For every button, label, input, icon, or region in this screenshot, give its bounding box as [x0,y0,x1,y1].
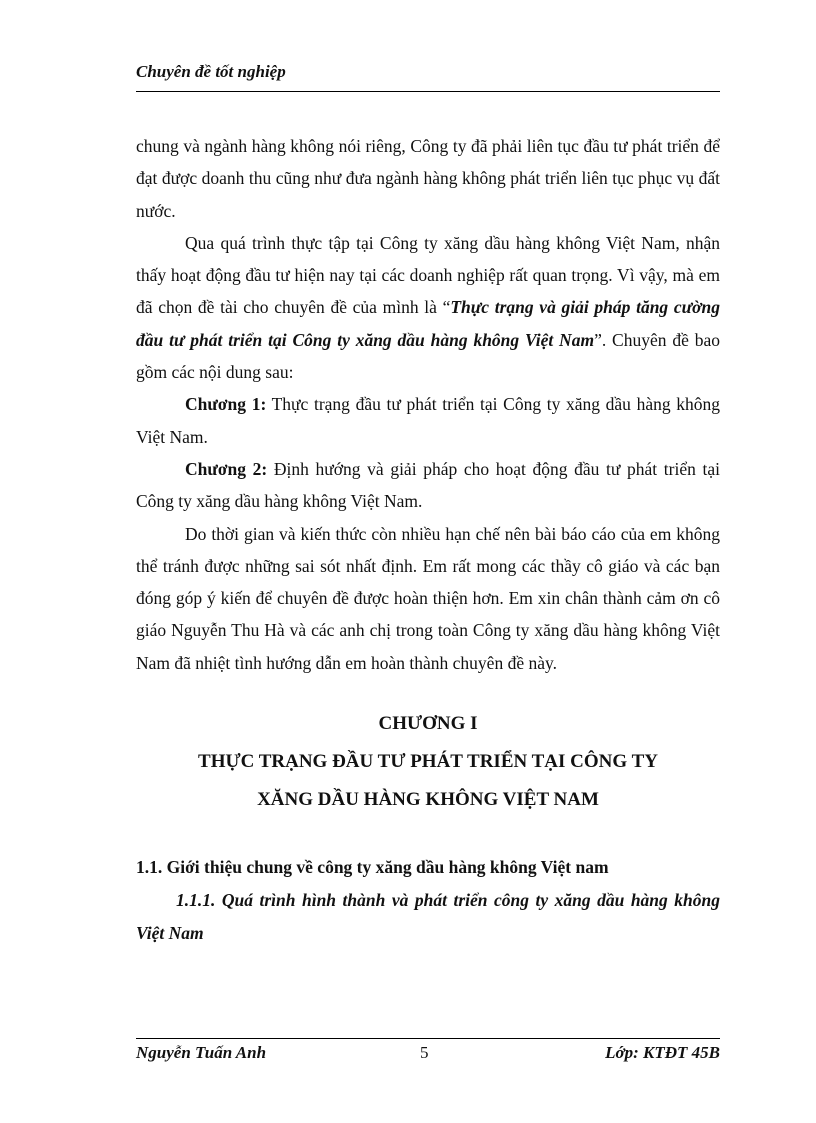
header-divider [136,91,720,92]
page-footer [136,1043,720,1067]
chapter-2-label: Chương 2: [185,458,268,479]
chapter-2-text: Định hướng và giải pháp cho hoạt động đầu tư phát triển tại Công ty xăng dầu hàng không Việt Nam. [136,458,721,512]
topic-intro: Qua quá trình thực tập tại Công ty xăng dầu hàng không Việt Nam, nhận thấy hoạt động đầu tư hiện nay tại các doanh nghiệp rất quan trọng. Vì vậy, mà em đã chọn đề tài cho chuyên đề của mình là “ [136,232,720,318]
chapter-2-summary [136,453,720,518]
paragraph-acknowledgement: Do thời gian và kiến thức còn nhiều hạn chế nên bài báo cáo của em không thể tránh được những sai sót nhất định. Em rất mong các thầy cô giáo và các bạn đóng góp ý kiến để chuyên đề được hoàn thiện hơn. Em xin chân thành cảm ơn cô giáo Nguyễn Thu Hà và các anh chị trong toàn Công ty xăng dầu hàng không Việt Nam đã nhiệt tình hướng dẫn em hoàn thành chuyên đề này. [136,523,720,673]
footer-class: Lớp: KTĐT 45B [605,1043,720,1062]
topic-outro: ”. Chuyên đề bao gồm các nội dung sau: [136,329,720,383]
chapter-1-text: Thực trạng đầu tư phát triển tại Công ty xăng dầu hàng không Việt Nam. [136,394,720,447]
footer-divider [136,1038,720,1039]
chapter-title-line-2: XĂNG DẦU HÀNG KHÔNG VIỆT NAM [257,789,599,810]
section-heading-1-1-1: 1.1.1. Quá trình hình thành và phát triển công ty xăng dầu hàng không Việt Nam [136,890,720,943]
chapter-title-line-1: THỰC TRẠNG ĐẦU TƯ PHÁT TRIỂN TẠI CÔNG TY [198,751,658,772]
chapter-1-summary [136,388,720,453]
section-heading-1-1: 1.1. Giới thiệu chung về công ty xăng dầu hàng không Việt nam [136,857,609,877]
body-text [136,130,720,679]
topic-title: Thực trạng và giải pháp tăng cường đầu tư phát triển tại Công ty xăng dầu hàng không Việt Nam [136,297,720,350]
page-number: 5 [420,1043,429,1062]
chapter-number: CHƯƠNG I [378,713,478,734]
paragraph-topic [136,227,720,388]
chapter-1-label: Chương 1: [185,394,267,415]
paragraph-continuation: chung và ngành hàng không nói riêng, Công ty đã phải liên tục đầu tư phát triển để đạt được doanh thu cũng như đưa ngành hàng không phát triển liên tục phục vụ đất nước. [136,136,720,221]
footer-author: Nguyễn Tuấn Anh [136,1043,267,1062]
page-header-title: Chuyên đề tốt nghiệp [136,62,286,81]
